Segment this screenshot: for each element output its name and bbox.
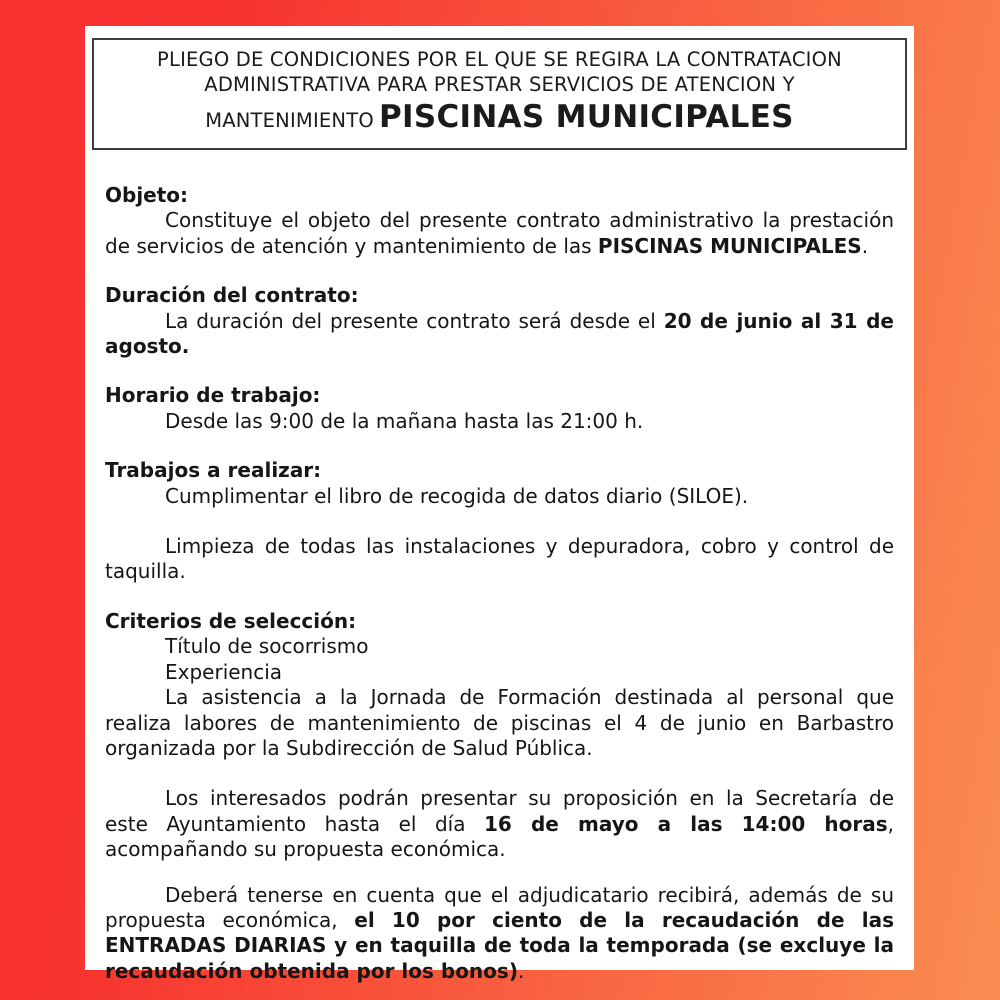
paragraph-trabajos-2 [105,534,894,585]
text-run: Limpieza de todas las instalaciones y depuradora, cobro y control de taquilla. [105,534,894,584]
section-heading-criterios: Criterios de selección: [105,608,357,633]
section-heading-trabajos: Trabajos a realizar: [105,458,322,483]
text-run: La asistencia a la Jornada de Formación destinada al personal que realiza labores de mantenimiento de piscinas el 4 de junio en Barbastro organizada por la Subdirección de Salud Pública. [105,685,894,760]
text-run: Constituye el objeto del presente contrato administrativo la prestación de servicios de atención y mantenimiento de las [105,208,894,258]
paragraph-trabajos-1 [105,484,894,509]
text-run: . [517,958,525,983]
title-line-3 [100,100,899,139]
paragraph-objeto [105,208,894,259]
document-body [105,183,894,984]
text-run: . [861,233,869,258]
title-prefix: MANTENIMIENTO [205,109,374,132]
text-run: Los interesados podrán presentar su proposición en la Secretaría de este Ayuntamiento hasta el día [105,786,894,836]
text-run: Desde las 9:00 de la mañana hasta las 21:00 h. [165,408,644,433]
text-run-bold: PISCINAS MUNICIPALES [597,233,862,258]
text-run-bold: 16 de mayo a las 14:00 horas [484,811,888,836]
document-page [85,26,914,983]
text-run-bold: el 10 por ciento de la recaudación de las ENTRADAS DIARIAS y en taquilla de toda la temporada (se excluye la recaudación obtenida por los bonos) [105,907,894,983]
list-item-experiencia: Experiencia [165,659,283,684]
section-heading-objeto: Objeto: [105,183,189,207]
paragraph-asistencia [105,685,894,761]
document-title-box [92,38,907,150]
section-heading-horario: Horario de trabajo: [105,383,321,408]
title-line-2: ADMINISTRATIVA PARA PRESTAR SERVICIOS DE ATENCION Y [204,73,795,96]
text-run-bold: 20 de junio al 31 de agosto. [105,308,894,359]
paragraph-duracion [105,309,894,360]
text-run: Cumplimentar el libro de recogida de datos diario (SILOE). [165,483,749,508]
paragraph-interesados [105,786,894,862]
text-run: La duración del presente contrato será desde el [165,308,664,333]
text-run: Deberá tenerse en cuenta que el adjudicatario recibirá, además de su propuesta económica, [105,882,894,932]
paragraph-adjudicatario [105,883,894,985]
document-main-title: PISCINAS MUNICIPALES [378,99,794,135]
section-heading-duracion: Duración del contrato: [105,283,359,308]
text-run: , acompañando su propuesta económica. [105,811,894,862]
title-line-1: PLIEGO DE CONDICIONES POR EL QUE SE REGIRA LA CONTRATACION [157,48,842,71]
paragraph-horario [105,409,894,434]
list-item-titulo: Título de socorrismo [165,634,369,659]
